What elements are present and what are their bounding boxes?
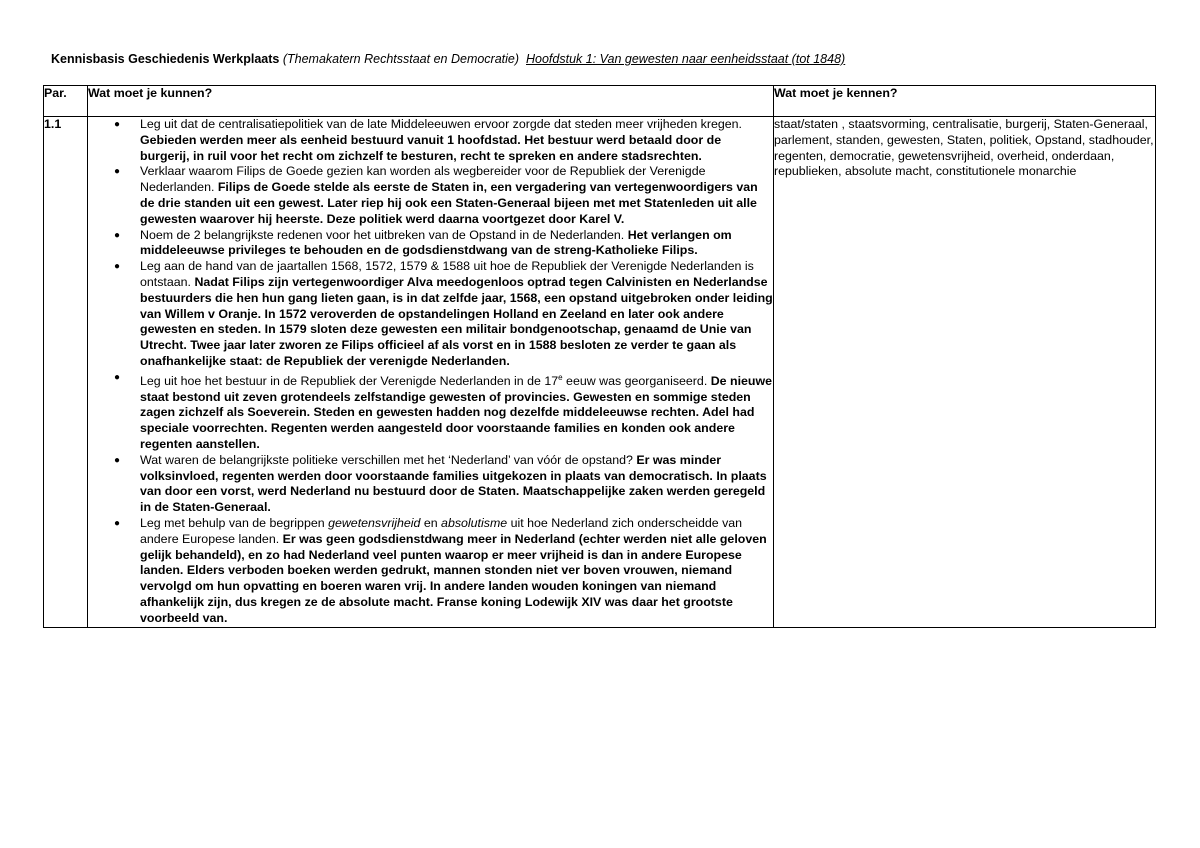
item-answer: De nieuwe staat bestond uit zeven grotendeels zelfstandige gewesten of provincies. Gewesten en sommige steden zagen zichzelf als Soeverein. Steden en gewesten hadden nog dezelfde middeleeuwse rechten. Adel had speciale voorrechten. Regenten werden aangesteld door voorstaande families en konden ook andere regenten aanstellen. <box>140 373 773 452</box>
item-answer: Er was minder volksinvloed, regenten werden door voorstaande families uitgekozen in plaats van democratisch. In plaats van door een vorst, werd Nederland nu bestuurd door de Staten. Maatschappelijke zaken werden geregeld in de Staten-Generaal. <box>140 452 767 515</box>
bullet-icon: ● <box>114 454 121 466</box>
header-kennen: Wat moet je kennen? <box>774 86 1156 117</box>
bullet-icon: ● <box>114 166 121 178</box>
table-row <box>44 117 1156 628</box>
document-header <box>51 51 1171 67</box>
list-item <box>114 227 773 260</box>
kunnen-cell <box>88 117 774 628</box>
question-text-2: en <box>420 516 442 531</box>
list-item <box>114 117 773 164</box>
item-question: Wat waren de belangrijkste politieke verschillen met het ‘Nederland’ van vóór de opstand? <box>140 452 633 467</box>
list-item <box>114 164 773 227</box>
question-text-post: eeuw was georganiseerd. <box>562 373 708 388</box>
item-answer: Het verlangen om middeleeuwse privileges te behouden en de godsdienstdwang van de streng-Katholieke Filips. <box>140 227 732 258</box>
header-kunnen: Wat moet je kunnen? <box>88 86 774 117</box>
bullet-icon: ● <box>114 518 121 530</box>
list-item <box>114 259 773 370</box>
question-text-1: Leg met behulp van de begrippen <box>140 516 329 531</box>
question-superscript: e <box>558 372 563 382</box>
paragraph-number: 1.1 <box>44 117 88 628</box>
bullet-icon: ● <box>114 261 121 273</box>
question-text-pre: Leg uit hoe het bestuur in de Republiek der Verenigde Nederlanden in de 17 <box>140 373 559 388</box>
bullet-icon: ● <box>114 229 121 241</box>
header-par: Par. <box>44 86 88 117</box>
list-item <box>114 370 773 453</box>
chapter-title: Hoofdstuk 1: Van gewesten naar eenheidsstaat (tot 1848) <box>526 52 846 66</box>
kennen-cell <box>774 117 1156 628</box>
bullet-icon: ● <box>114 371 121 383</box>
item-question <box>140 374 707 388</box>
item-question: Verklaar waarom Filips de Goede gezien kan worden als wegbereider voor de Republiek der Verenigde Nederlanden. <box>140 164 706 195</box>
item-answer: Er was geen godsdienstdwang meer in Nederland (echter werden niet alle geloven gelijk behandeld), en zo had Nederland veel punten waarop er meer vrijheid is dan in andere Europese landen. Elders verboden boeken werden gedrukt, mannen stonden niet ver boven vrouwen, niemand vervolgd om hun opvatting en boeren waren vrij. In andere landen wouden koningen van niemand afhankelijk zijn, dus kregen ze de absolute macht. Franse koning Lodewijk XIV was daar het grootste voorbeeld van. <box>140 531 767 625</box>
kunnen-list <box>88 117 773 627</box>
item-question: Leg aan de hand van de jaartallen 1568, 1572, 1579 & 1588 uit hoe de Republiek der Verenigde Nederlanden is ontstaan. <box>140 259 754 289</box>
item-answer: Filips de Goede stelde als eerste de Staten in, een vergadering van vertegenwoordigers van de drie standen uit een gewest. Later riep hij ook een Staten-Generaal bijeen met met Statenleden uit alle gewesten waarover hij heerste. Deze politiek werd daarna voortgezet door Karel V. <box>140 180 758 226</box>
list-item <box>114 516 773 627</box>
document-title: Kennisbasis Geschiedenis Werkplaats <box>51 52 280 66</box>
question-term-gewetensvrijheid: gewetensvrijheid <box>328 516 421 531</box>
item-question: Noem de 2 belangrijkste redenen voor het uitbreken van de Opstand in de Nederlanden. <box>140 227 625 242</box>
document-subtitle: (Themakatern Rechtsstaat en Democratie) <box>282 52 520 66</box>
knowledge-table <box>43 85 1156 628</box>
item-question: Leg uit dat de centralisatiepolitiek van de late Middeleeuwen ervoor zorgde dat steden meer vrijheden kregen. <box>140 117 743 131</box>
kennen-terms: staat/staten , staatsvorming, centralisatie, burgerij, Staten-Generaal, parlement, standen, gewesten, Staten, politiek, Opstand, stadhouder, regenten, democratie, gewetensvrijheid, overheid, onderdaan, republieken, absolute macht, constitutionele monarchie <box>774 117 1154 179</box>
question-text-3: uit hoe Nederland zich onderscheidde van andere Europese landen. <box>140 516 743 546</box>
item-answer: Gebieden werden meer als eenheid bestuurd vanuit 1 hoofdstad. Het bestuur werd betaald door de burgerij, in ruil voor het recht om zichzelf te besturen, recht te spreken en andere stadsrechten. <box>140 132 722 163</box>
item-answer: Nadat Filips zijn vertegenwoordiger Alva meedogenloos optrad tegen Calvinisten en Nederlandse bestuurders die hen hun gang lieten gaan, is in dat zelfde jaar, 1568, een opstand uitgebroken onder leiding van Willem v Oranje. In 1572 veroverden de opstandelingen Holland en Zeeland en later ook andere gewesten en steden. In 1579 sloten deze gewesten een militair bondgenootschap, genaamd de Unie van Utrecht. Twee jaar later zworen ze Filips officieel af als vorst en in 1588 besloten ze verder te gaan als onafhankelijke staat: de Republiek der verenigde Nederlanden. <box>140 274 773 368</box>
table-header-row <box>44 86 1156 117</box>
question-term-absolutisme: absolutisme <box>441 516 508 531</box>
bullet-icon: ● <box>114 119 121 130</box>
list-item <box>114 452 773 516</box>
